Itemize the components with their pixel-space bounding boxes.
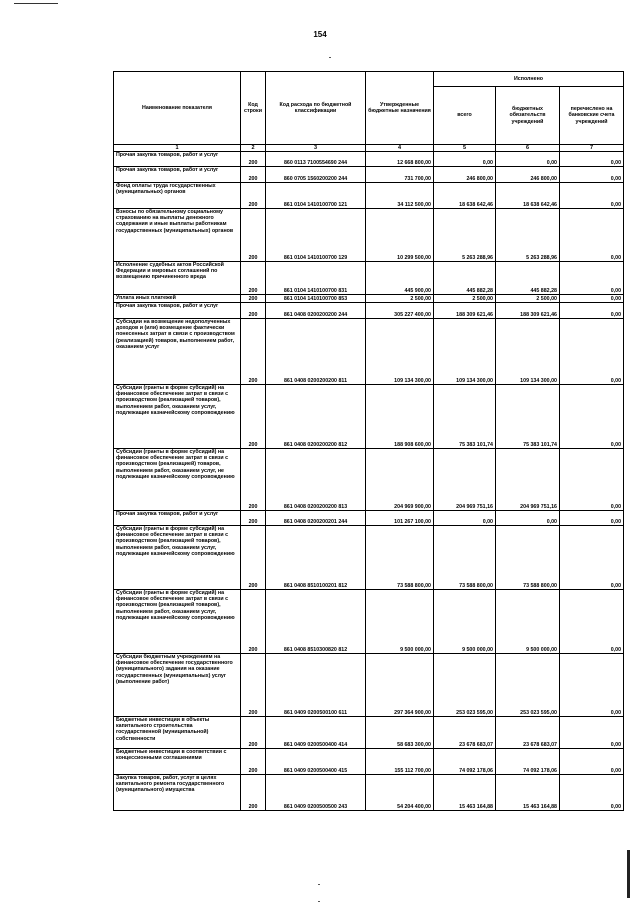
row-approved: 204 969 900,00 xyxy=(366,449,434,511)
table-row xyxy=(114,526,624,590)
row-transferred: 0,00 xyxy=(560,152,624,167)
row-transferred: 0,00 xyxy=(560,295,624,303)
row-line-code: 200 xyxy=(241,209,266,262)
row-budget-obligations: 15 463 164,88 xyxy=(496,775,560,811)
row-expense-code: 861 0409 0200500500 243 xyxy=(266,775,366,811)
row-line-code: 200 xyxy=(241,449,266,511)
row-transferred: 0,00 xyxy=(560,319,624,385)
table-row xyxy=(114,183,624,209)
row-total: 445 882,28 xyxy=(434,262,496,295)
row-line-code: 200 xyxy=(241,183,266,209)
row-approved: 12 668 800,00 xyxy=(366,152,434,167)
row-approved: 445 900,00 xyxy=(366,262,434,295)
row-expense-code: 861 0408 0200200200 811 xyxy=(266,319,366,385)
column-number: 2 xyxy=(241,145,266,152)
row-approved: 9 500 000,00 xyxy=(366,590,434,654)
row-approved: 10 299 500,00 xyxy=(366,209,434,262)
row-line-code: 200 xyxy=(241,295,266,303)
row-approved: 101 267 100,00 xyxy=(366,511,434,526)
table-row xyxy=(114,262,624,295)
row-total: 204 969 751,16 xyxy=(434,449,496,511)
table-row xyxy=(114,303,624,319)
row-indicator-name: Субсидии (гранты в форме субсидий) на финансовое обеспечение затрат в связи с производством (реализацией товаров), выполнением работ, оказанием услуг, подлежащие казначейскому сопровождению xyxy=(114,385,241,449)
row-budget-obligations: 18 638 642,46 xyxy=(496,183,560,209)
row-budget-obligations: 75 383 101,74 xyxy=(496,385,560,449)
scan-speck xyxy=(318,901,320,902)
row-total: 18 638 642,46 xyxy=(434,183,496,209)
row-transferred: 0,00 xyxy=(560,303,624,319)
column-number: 7 xyxy=(560,145,624,152)
row-indicator-name: Закупка товаров, работ, услуг в целях капитального ремонта государственного (муниципального) имущества xyxy=(114,775,241,811)
row-transferred: 0,00 xyxy=(560,654,624,717)
row-transferred: 0,00 xyxy=(560,262,624,295)
row-indicator-name: Исполнение судебных актов Российской Федерации и мировых соглашений по возмещению причиненного вреда xyxy=(114,262,241,295)
row-indicator-name: Бюджетные инвестиции в объекты капитального строительства государственной (муниципальной) собственности xyxy=(114,717,241,749)
row-approved: 305 227 400,00 xyxy=(366,303,434,319)
row-transferred: 0,00 xyxy=(560,449,624,511)
row-budget-obligations: 23 678 683,07 xyxy=(496,717,560,749)
row-line-code: 200 xyxy=(241,167,266,183)
header-budget-obligations: бюджетных обязательств учреждений xyxy=(496,87,560,145)
table-row xyxy=(114,167,624,183)
table-row xyxy=(114,385,624,449)
row-total: 75 383 101,74 xyxy=(434,385,496,449)
row-indicator-name: Субсидии бюджетным учреждениям на финансовое обеспечение государственного (муниципального) задания на оказание государственных (муниципальных) услуг (выполнение работ) xyxy=(114,654,241,717)
row-expense-code: 861 0104 1410100700 853 xyxy=(266,295,366,303)
row-transferred: 0,00 xyxy=(560,385,624,449)
table-row xyxy=(114,449,624,511)
row-indicator-name: Прочая закупка товаров, работ и услуг xyxy=(114,511,241,526)
table-row xyxy=(114,775,624,811)
row-transferred: 0,00 xyxy=(560,717,624,749)
row-line-code: 200 xyxy=(241,303,266,319)
scan-edge-mark xyxy=(627,850,630,898)
row-line-code: 200 xyxy=(241,590,266,654)
row-budget-obligations: 109 134 300,00 xyxy=(496,319,560,385)
header-expense-code: Код расхода по бюджетной классификации xyxy=(266,72,366,145)
row-expense-code: 861 0408 0200200200 813 xyxy=(266,449,366,511)
row-approved: 731 700,00 xyxy=(366,167,434,183)
row-approved: 58 683 300,00 xyxy=(366,717,434,749)
row-total: 246 800,00 xyxy=(434,167,496,183)
row-expense-code: 861 0408 0200200200 812 xyxy=(266,385,366,449)
row-budget-obligations: 253 023 595,00 xyxy=(496,654,560,717)
row-expense-code: 860 0705 1560200200 244 xyxy=(266,167,366,183)
row-indicator-name: Взносы по обязательному социальному страхованию на выплаты денежного содержания и иные выплаты работникам государственных (муниципальных) органов xyxy=(114,209,241,262)
row-total: 0,00 xyxy=(434,511,496,526)
row-total: 2 500,00 xyxy=(434,295,496,303)
row-approved: 73 588 800,00 xyxy=(366,526,434,590)
header-indicator-name: Наименование показателя xyxy=(114,72,241,145)
top-rule xyxy=(14,3,58,4)
row-approved: 34 112 500,00 xyxy=(366,183,434,209)
row-budget-obligations: 0,00 xyxy=(496,152,560,167)
row-line-code: 200 xyxy=(241,152,266,167)
row-budget-obligations: 0,00 xyxy=(496,511,560,526)
row-total: 15 463 164,88 xyxy=(434,775,496,811)
row-line-code: 200 xyxy=(241,775,266,811)
table-row xyxy=(114,717,624,749)
row-expense-code: 861 0408 8510300820 812 xyxy=(266,590,366,654)
row-transferred: 0,00 xyxy=(560,209,624,262)
row-approved: 188 908 600,00 xyxy=(366,385,434,449)
scan-speck xyxy=(329,57,331,58)
scan-speck xyxy=(318,884,320,885)
header-approved: Утвержденные бюджетные назначения xyxy=(366,72,434,145)
row-budget-obligations: 5 263 288,96 xyxy=(496,209,560,262)
row-budget-obligations: 74 092 178,06 xyxy=(496,749,560,775)
row-indicator-name: Прочая закупка товаров, работ и услуг xyxy=(114,152,241,167)
row-approved: 54 204 400,00 xyxy=(366,775,434,811)
row-expense-code: 861 0409 0200500400 414 xyxy=(266,717,366,749)
table-row xyxy=(114,590,624,654)
header-execution: Исполнено xyxy=(434,72,624,87)
row-indicator-name: Прочая закупка товаров, работ и услуг xyxy=(114,303,241,319)
row-expense-code: 861 0409 0200500100 611 xyxy=(266,654,366,717)
column-number: 5 xyxy=(434,145,496,152)
row-indicator-name: Субсидии на возмещение недополученных доходов и (или) возмещение фактически понесенных затрат в связи с производством (реализацией) товаров, выполнением работ, оказанием услуг xyxy=(114,319,241,385)
row-total: 5 263 288,96 xyxy=(434,209,496,262)
row-line-code: 200 xyxy=(241,526,266,590)
table-row xyxy=(114,152,624,167)
row-indicator-name: Субсидии (гранты в форме субсидий) на финансовое обеспечение затрат в связи с производством (реализацией товаров), выполнением работ, оказанием услуг, подлежащие казначейскому сопровождению xyxy=(114,526,241,590)
row-transferred: 0,00 xyxy=(560,511,624,526)
row-indicator-name: Субсидии (гранты в форме субсидий) на финансовое обеспечение затрат в связи с производством (реализацией) товаров, выполнением работ, оказанием услуг, не подлежащие казначейскому сопровождению xyxy=(114,449,241,511)
row-indicator-name: Фонд оплаты труда государственных (муниципальных) органов xyxy=(114,183,241,209)
row-budget-obligations: 9 500 000,00 xyxy=(496,590,560,654)
column-number: 6 xyxy=(496,145,560,152)
table-row xyxy=(114,511,624,526)
row-line-code: 200 xyxy=(241,262,266,295)
header-total: всего xyxy=(434,87,496,145)
header-transferred: перечислено на банковские счета учреждений xyxy=(560,87,624,145)
row-total: 73 588 800,00 xyxy=(434,526,496,590)
row-approved: 297 364 900,00 xyxy=(366,654,434,717)
row-expense-code: 861 0408 8510100201 812 xyxy=(266,526,366,590)
table-row xyxy=(114,319,624,385)
row-budget-obligations: 188 309 621,46 xyxy=(496,303,560,319)
table-row xyxy=(114,209,624,262)
header-line-code: Код строки xyxy=(241,72,266,145)
row-expense-code: 861 0104 1410100700 831 xyxy=(266,262,366,295)
row-budget-obligations: 445 882,28 xyxy=(496,262,560,295)
row-transferred: 0,00 xyxy=(560,749,624,775)
page-number: 154 xyxy=(313,30,327,39)
budget-execution-table xyxy=(113,71,624,811)
column-number: 4 xyxy=(366,145,434,152)
row-total: 109 134 300,00 xyxy=(434,319,496,385)
row-transferred: 0,00 xyxy=(560,775,624,811)
row-approved: 155 112 700,00 xyxy=(366,749,434,775)
row-line-code: 200 xyxy=(241,717,266,749)
row-budget-obligations: 2 500,00 xyxy=(496,295,560,303)
row-expense-code: 860 0113 7100554690 244 xyxy=(266,152,366,167)
row-transferred: 0,00 xyxy=(560,590,624,654)
table-row xyxy=(114,749,624,775)
row-line-code: 200 xyxy=(241,749,266,775)
row-budget-obligations: 73 588 800,00 xyxy=(496,526,560,590)
row-budget-obligations: 204 969 751,16 xyxy=(496,449,560,511)
row-total: 0,00 xyxy=(434,152,496,167)
row-line-code: 200 xyxy=(241,654,266,717)
row-line-code: 200 xyxy=(241,319,266,385)
row-indicator-name: Бюджетные инвестиции в соответствии с концессионными соглашениями xyxy=(114,749,241,775)
row-expense-code: 861 0104 1410100700 121 xyxy=(266,183,366,209)
table-row xyxy=(114,295,624,303)
row-budget-obligations: 246 800,00 xyxy=(496,167,560,183)
row-total: 74 092 178,06 xyxy=(434,749,496,775)
row-line-code: 200 xyxy=(241,385,266,449)
row-indicator-name: Субсидии (гранты в форме субсидий) на финансовое обеспечение затрат в связи с производством (реализацией товаров), выполнением работ, оказанием услуг, подлежащие казначейскому сопровождению xyxy=(114,590,241,654)
row-transferred: 0,00 xyxy=(560,183,624,209)
row-total: 253 023 595,00 xyxy=(434,654,496,717)
row-transferred: 0,00 xyxy=(560,167,624,183)
row-indicator-name: Уплата иных платежей xyxy=(114,295,241,303)
row-indicator-name: Прочая закупка товаров, работ и услуг xyxy=(114,167,241,183)
row-expense-code: 861 0408 0200200201 244 xyxy=(266,511,366,526)
row-total: 188 309 621,46 xyxy=(434,303,496,319)
row-transferred: 0,00 xyxy=(560,526,624,590)
column-number: 3 xyxy=(266,145,366,152)
row-total: 9 500 000,00 xyxy=(434,590,496,654)
row-expense-code: 861 0104 1410100700 129 xyxy=(266,209,366,262)
row-expense-code: 861 0408 0200200200 244 xyxy=(266,303,366,319)
row-line-code: 200 xyxy=(241,511,266,526)
row-approved: 2 500,00 xyxy=(366,295,434,303)
column-number: 1 xyxy=(114,145,241,152)
table-row xyxy=(114,654,624,717)
row-approved: 109 134 300,00 xyxy=(366,319,434,385)
row-expense-code: 861 0409 0200500400 415 xyxy=(266,749,366,775)
row-total: 23 678 683,07 xyxy=(434,717,496,749)
